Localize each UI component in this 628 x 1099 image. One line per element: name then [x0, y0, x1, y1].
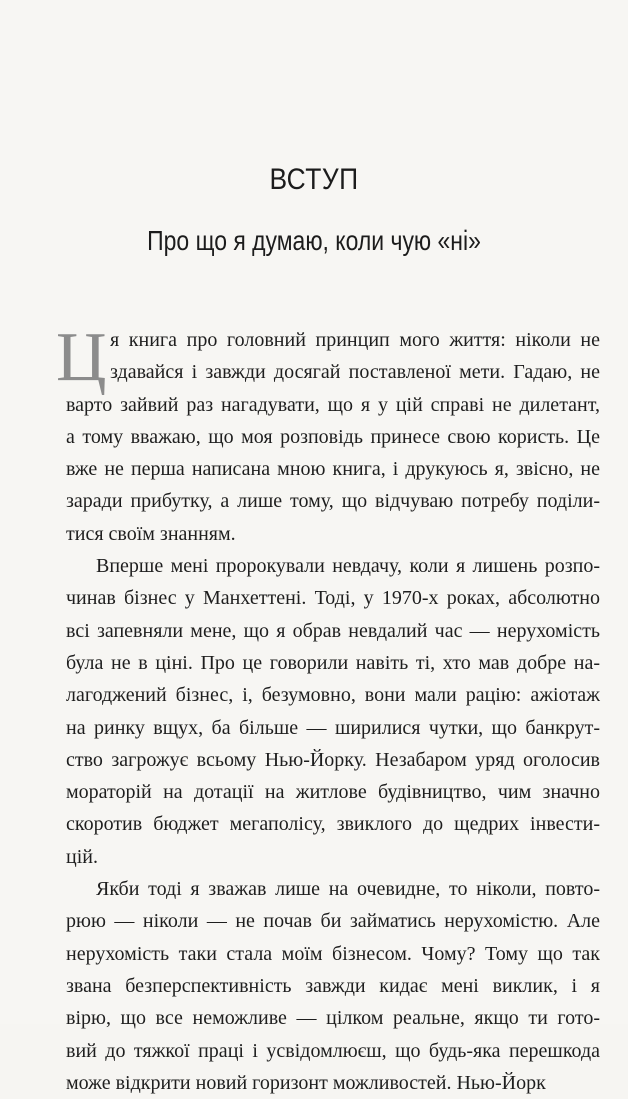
text-line: а тому вважаю, що моя розповідь принесе свою користь. Це — [66, 425, 600, 448]
text-line: лагоджений бізнес, і, безумовно, вони мали рацію: ажіотаж — [66, 684, 600, 707]
text-line: рюю — ніколи — не почав би займатись нерухомістю. Але — [66, 910, 600, 933]
paragraph — [66, 550, 600, 873]
text-line: вірю, що все неможливе — цілком реальне, якщо ти гото- — [66, 1007, 600, 1030]
drop-cap: Ц — [56, 319, 107, 396]
text-line: скоротив бюджет мегаполісу, звиклого до щедрих інвести- — [66, 813, 600, 836]
text-line: нерухомість таки стала моїм бізнесом. Чому? Тому що так — [66, 942, 600, 965]
text-line: ство загрожує всьому Нью-Йорку. Незабаром уряд оголосив — [66, 748, 600, 771]
text-line: вий до тяжкої праці і усвідомлюєш, що будь-яка перешкода — [66, 1039, 600, 1062]
text-line: може відкрити новий горизонт можливостей. Нью-Йорк — [66, 1071, 546, 1094]
text-line: звана безперспективність завжди кидає мені виклик, і я — [66, 974, 600, 997]
text-line: була не в ціні. Про це говорили навіть ті, хто мав добре на- — [66, 651, 600, 674]
text-line: всі запевняли мене, що я обрав невдалий час — нерухомість — [66, 619, 600, 642]
text-line: Вперше мені пророкували невдачу, коли я лишень розпо- — [96, 555, 600, 578]
text-line: заради прибутку, а лише тому, що відчуваю потребу поділи- — [66, 490, 600, 513]
paragraph — [66, 324, 600, 550]
text-line: вже не перша написана мною книга, і друкуюсь я, звісно, не — [66, 458, 600, 481]
text-line: я книга про головний принцип мого життя: ніколи не — [110, 329, 600, 351]
text-line: цій. — [66, 845, 98, 868]
text-line: тися своїм знанням. — [66, 522, 236, 545]
text-line: Якби тоді я зважав лише на очевидне, то ніколи, повто- — [96, 878, 600, 901]
chapter-subtitle: Про що я думаю, коли чую «ні» — [147, 225, 481, 256]
text-line: варто зайвий раз нагадувати, що я у цій справі не дилетант, — [66, 393, 600, 416]
text-line: чинав бізнес у Манхеттені. Тоді, у 1970-х роках, абсолютно — [66, 587, 600, 610]
text-line: мораторій на дотації на житлове будівництво, чим значно — [66, 781, 600, 804]
body-text — [56, 319, 600, 1099]
chapter-title: ВСТУП — [269, 163, 359, 196]
text-line: на ринку вщух, ба більше — ширилися чутки, що банкрут- — [66, 716, 600, 739]
paragraph — [66, 873, 600, 1099]
text-line: здавайся і завжди досягай поставленої мети. Гадаю, не — [110, 361, 600, 384]
